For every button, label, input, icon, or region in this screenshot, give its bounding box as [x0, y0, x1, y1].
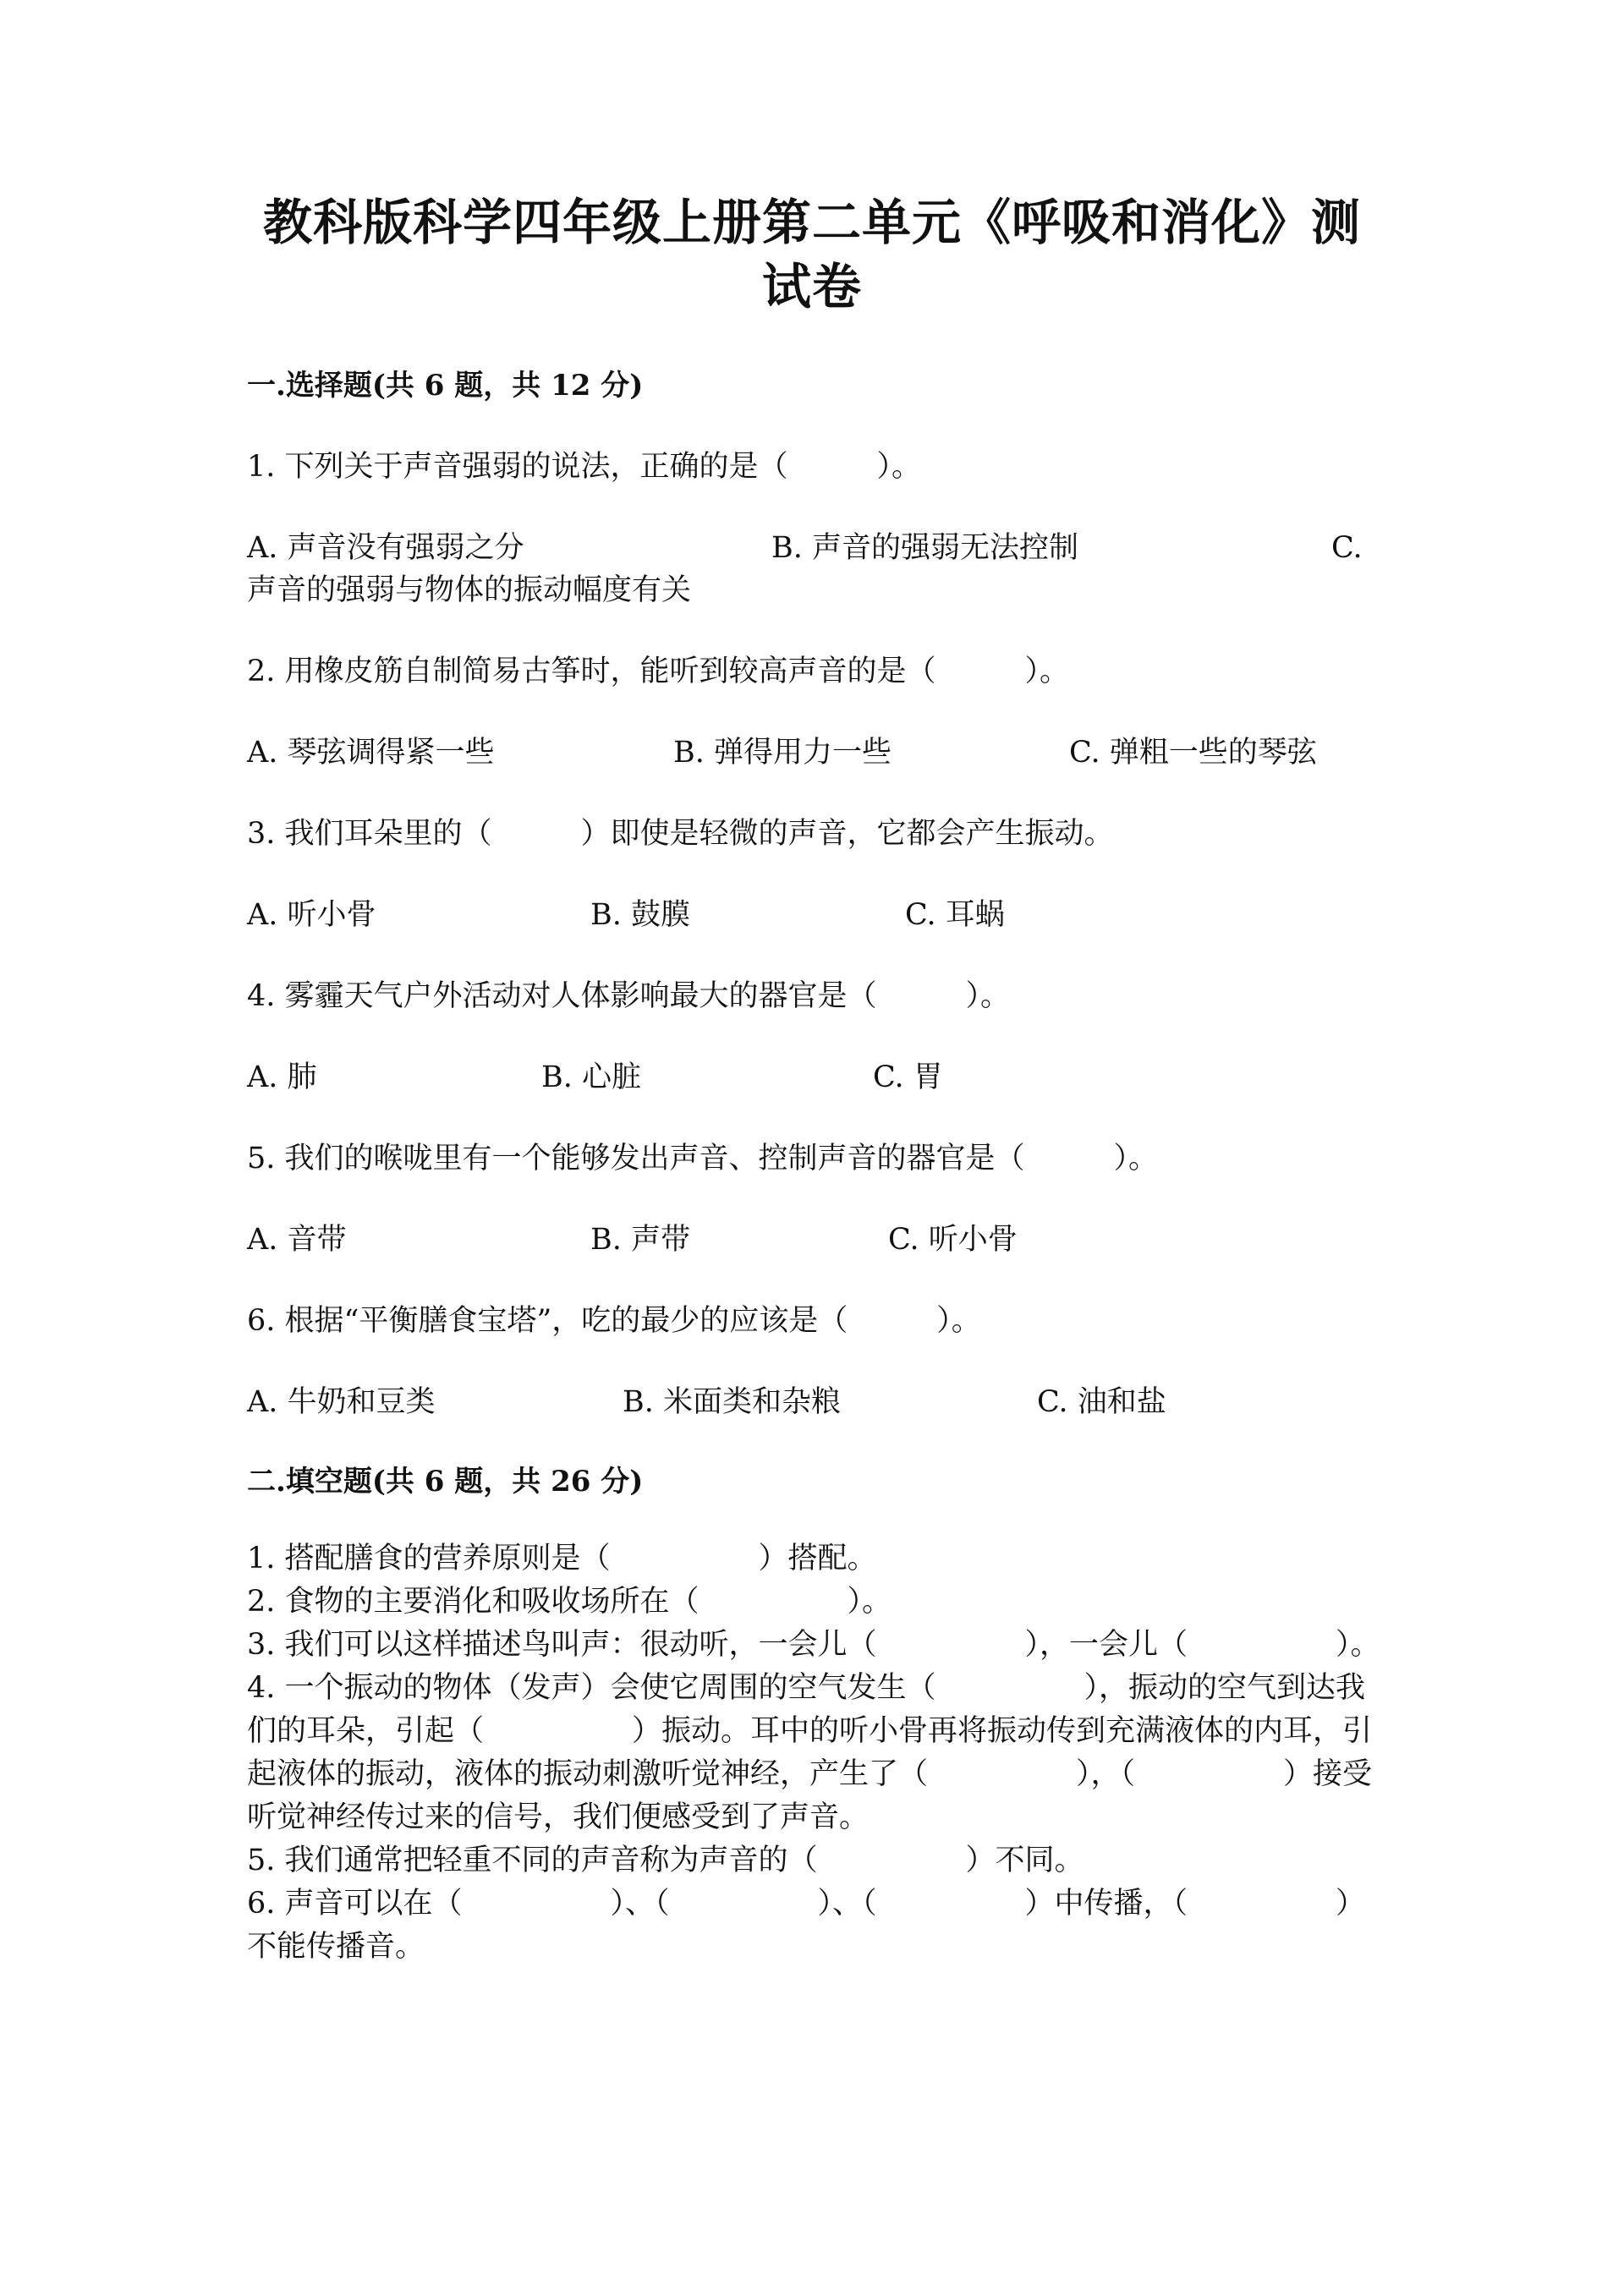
question-text: 5. 我们的喉咙里有一个能够发出声音、控制声音的器官是（ ）。	[247, 1142, 1159, 1175]
question-text: 2. 用橡皮筋自制简易古筝时，能听到较高声音的是（ ）。	[247, 655, 1070, 688]
option-c: C.	[1331, 531, 1363, 565]
fill-question: 3. 我们可以这样描述鸟叫声：很动听，一会儿（ ），一会儿（ ）。	[247, 1628, 1380, 1662]
fill-question: 6. 声音可以在（ ）、（ ）、（ ）中传播，（ ）不能传播音。	[247, 1887, 1366, 1964]
page-title: 教科版科学四年级上册第二单元《呼吸和消化》测试卷	[262, 194, 1361, 315]
option-a: A. 声音没有强弱之分	[247, 531, 524, 565]
option-a: A. 琴弦调得紧一些	[247, 736, 495, 770]
fill-question: 5. 我们通常把轻重不同的声音称为声音的（ ）不同。	[247, 1844, 1084, 1877]
option-c: C. 油和盐	[1037, 1385, 1166, 1419]
option-b: B. 弹得用力一些	[673, 736, 892, 770]
fill-question: 1. 搭配膳食的营养原则是（ ）搭配。	[247, 1542, 877, 1575]
question-text: 4. 雾霾天气户外活动对人体影响最大的器官是（ ）。	[247, 979, 1011, 1013]
option-b: B. 鼓膜	[590, 898, 690, 932]
question-text: 3. 我们耳朵里的（ ）即使是轻微的声音，它都会产生振动。	[247, 817, 1114, 851]
option-b: B. 声音的强弱无法控制	[771, 531, 1078, 565]
fill-question: 2. 食物的主要消化和吸收场所在（ ）。	[247, 1585, 892, 1619]
question-text: 1. 下列关于声音强弱的说法，正确的是（ ）。	[247, 450, 922, 484]
option-a: A. 肺	[247, 1060, 317, 1094]
option-b: B. 声带	[590, 1223, 690, 1257]
option-c: C. 耳蜗	[905, 898, 1005, 932]
fill-question-list	[247, 1537, 1389, 1969]
option-b: B. 米面类和杂粮	[623, 1385, 841, 1419]
option-c-continued: 声音的强弱与物体的振动幅度有关	[247, 573, 692, 607]
option-c: C. 胃	[873, 1060, 943, 1094]
option-b: B. 心脏	[541, 1060, 641, 1094]
option-a: A. 听小骨	[247, 898, 376, 932]
section-heading-fill: 二.填空题(共 6 题，共 26 分)	[247, 1465, 644, 1499]
option-c: C. 听小骨	[888, 1223, 1018, 1257]
fill-question: 4. 一个振动的物体（发声）会使它周围的空气发生（ ），振动的空气到达我们的耳朵，引起（ ）振动。耳中的听小骨再将振动传到充满液体的内耳，引起液体的振动，液体的振动刺激听觉神经，产生了（ ），（ ）接受听觉神经传过来的信号，我们便感受到了声音。	[247, 1671, 1373, 1834]
section-heading-choice: 一.选择题(共 6 题，共 12 分)	[247, 369, 644, 403]
option-c: C. 弹粗一些的琴弦	[1069, 736, 1317, 770]
option-a: A. 牛奶和豆类	[247, 1385, 436, 1419]
question-text: 6. 根据“平衡膳食宝塔”，吃的最少的应该是（ ）。	[247, 1304, 981, 1338]
option-a: A. 音带	[247, 1223, 347, 1257]
